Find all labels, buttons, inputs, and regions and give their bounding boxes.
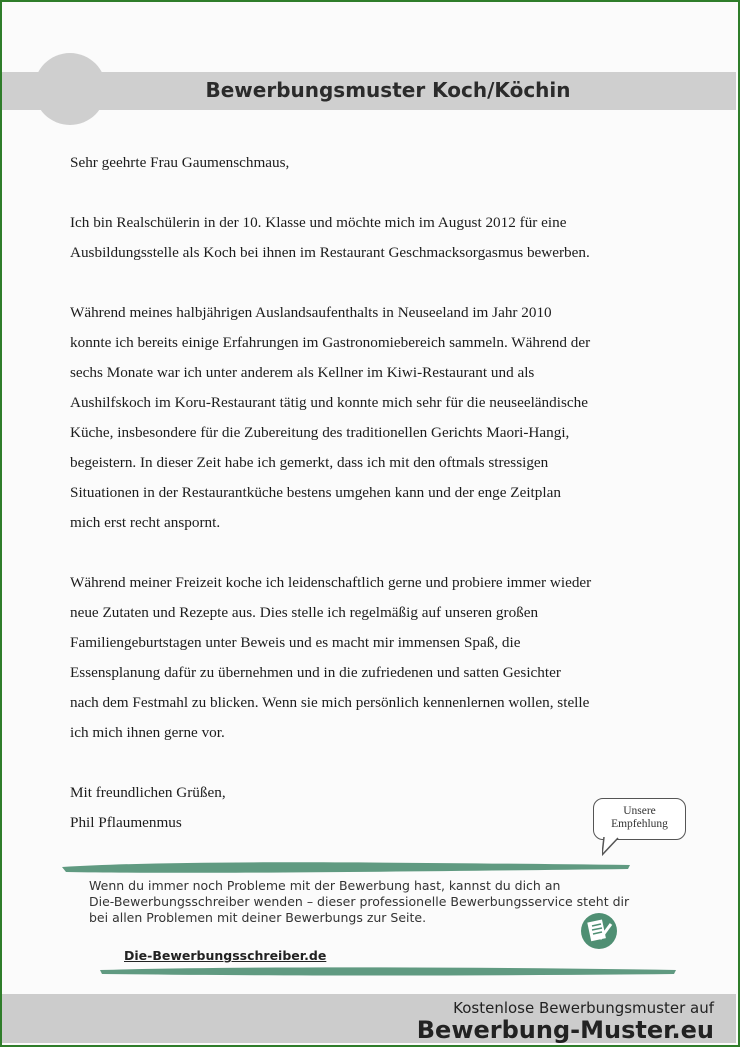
paragraph-line: Ich bin Realschülerin in der 10. Klasse und möchte mich im August 2012 für eine [70,214,567,231]
recommendation-text [89,878,659,926]
paragraph-line: konnte ich bereits einige Erfahrungen im Gastronomiebereich sammeln. Während der [70,334,591,351]
brush-stroke-top [62,858,632,876]
footer-tagline: Kostenlose Bewerbungsmuster auf [453,999,714,1017]
paragraph-line: mich erst recht anspornt. [70,514,221,531]
paragraph-line: begeistern. In dieser Zeit habe ich gemerkt, dass ich mit den oftmals stressigen [70,454,549,471]
letter-body [70,148,680,838]
salutation: Sehr geehrte Frau Gaumenschmaus, [70,154,290,171]
page-title: Bewerbungsmuster Koch/Köchin [205,78,571,102]
footer-site-name[interactable]: Bewerbung-Muster.eu [416,1016,714,1044]
paragraph-line: Während meiner Freizeit koche ich leidenschaftlich gerne und probiere immer wieder [70,574,592,591]
brush-stroke-bottom [100,964,678,978]
bewerbungsschreiber-link[interactable]: Die-Bewerbungsschreiber.de [124,948,327,963]
recommendation-bubble [593,798,686,840]
recommendation-line: Wenn du immer noch Probleme mit der Bewerbung hast, kannst du dich an [89,878,561,893]
recommendation-line: bei allen Problemen mit deiner Bewerbungs zur Seite. [89,910,427,925]
paragraph-line: sechs Monate war ich unter anderem als Kellner im Kiwi-Restaurant und als [70,364,535,381]
closing: Mit freundlichen Grüßen, [70,784,226,801]
bubble-tail [602,837,624,857]
signature: Phil Pflaumenmus [70,814,182,831]
recommendation-line: Die-Bewerbungsschreiber wenden – dieser professionelle Bewerbungsservice steht dir [89,894,630,909]
paragraph-line: Ausbildungsstelle als Koch bei ihnen im Restaurant Geschmacksorgasmus bewerben. [70,244,590,261]
paragraph-line: Familiengeburtstagen unter Beweis und es macht mir immensen Spaß, die [70,634,521,651]
bubble-line: Unsere [623,805,656,817]
bubble-line: Empfehlung [611,818,668,830]
paragraph-line: Situationen in der Restaurantküche bestens umgehen kann und der enge Zeitplan [70,484,561,501]
title-circle-decoration [34,53,106,125]
paragraph-line: nach dem Festmahl zu blicken. Wenn sie mich persönlich kennenlernen wollen, stelle [70,694,590,711]
paragraph-line: Aushilfskoch im Koru-Restaurant tätig und konnte mich sehr für die neuseeländische [70,394,588,411]
paragraph-line: ich mich ihnen gerne vor. [70,724,225,741]
document-pen-icon [580,912,618,950]
paragraph-line: neue Zutaten und Rezepte aus. Dies stelle ich regelmäßig auf unseren großen [70,604,539,621]
paragraph-line: Küche, insbesondere für die Zubereitung des traditionellen Gerichts Maori-Hangi, [70,424,570,441]
paragraph-line: Essensplanung dafür zu übernehmen und in die zufriedenen und satten Gesichter [70,664,561,681]
paragraph-line: Während meines halbjährigen Auslandsaufenthalts in Neuseeland im Jahr 2010 [70,304,552,321]
